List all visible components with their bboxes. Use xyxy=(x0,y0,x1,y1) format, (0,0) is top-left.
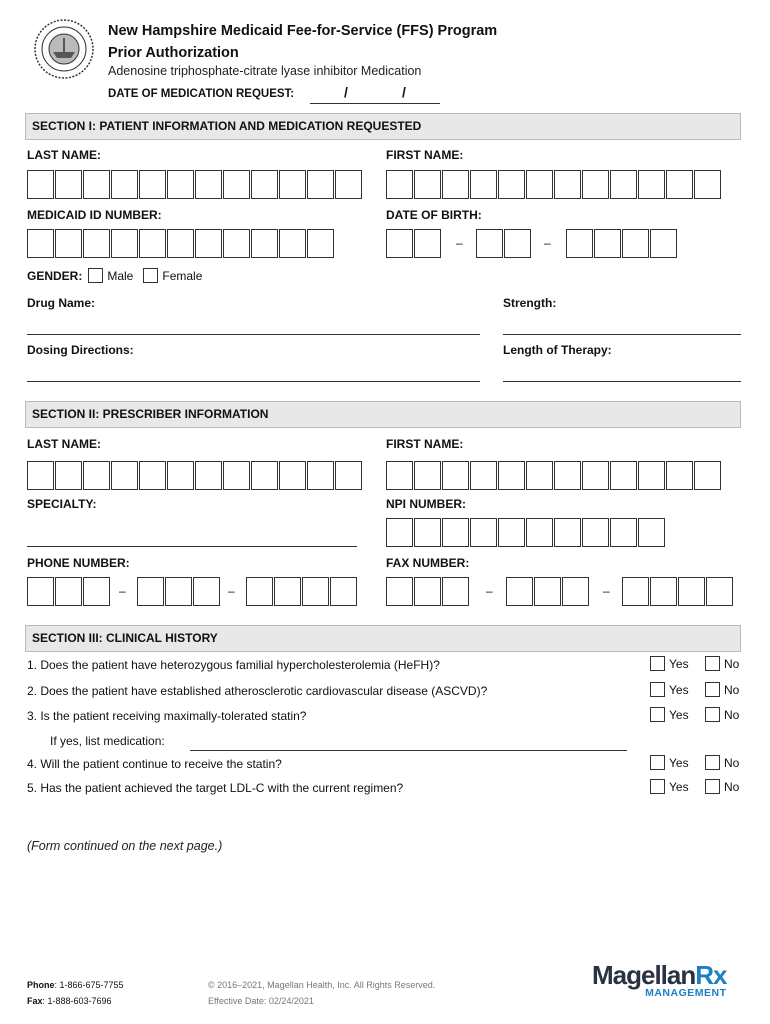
prescriber-last-name-boxes[interactable] xyxy=(27,461,363,490)
list-medication-label: If yes, list medication: xyxy=(50,734,165,748)
char-box[interactable] xyxy=(335,461,362,490)
state-seal-logo xyxy=(33,18,95,80)
char-box[interactable] xyxy=(610,518,637,547)
yes-label: Yes xyxy=(669,682,689,697)
char-box[interactable] xyxy=(55,577,82,606)
no-label: No xyxy=(724,755,740,770)
yes-checkbox[interactable] xyxy=(650,707,665,722)
char-box[interactable] xyxy=(167,229,194,258)
char-box[interactable] xyxy=(251,461,278,490)
dob-dash: – xyxy=(456,236,463,250)
patient-first-name-boxes[interactable] xyxy=(386,170,722,199)
yes-label: Yes xyxy=(669,779,689,794)
dosing-directions-line[interactable] xyxy=(27,381,480,382)
char-box[interactable] xyxy=(83,229,110,258)
char-box[interactable] xyxy=(139,170,166,199)
char-box[interactable] xyxy=(470,461,497,490)
char-box[interactable] xyxy=(470,518,497,547)
yes-label: Yes xyxy=(669,656,689,671)
length-of-therapy-line[interactable] xyxy=(503,381,741,382)
char-box[interactable] xyxy=(706,577,733,606)
dosing-directions-label: Dosing Directions: xyxy=(27,343,134,357)
char-box[interactable] xyxy=(442,461,469,490)
char-box[interactable] xyxy=(246,577,273,606)
dob-day-boxes[interactable] xyxy=(476,229,532,258)
char-box[interactable] xyxy=(167,461,194,490)
char-box[interactable] xyxy=(111,229,138,258)
dob-year-boxes[interactable] xyxy=(566,229,678,258)
char-box[interactable] xyxy=(566,229,593,258)
char-box[interactable] xyxy=(442,577,469,606)
char-box[interactable] xyxy=(526,461,553,490)
copyright-text: © 2016–2021, Magellan Health, Inc. All Rights Reserved. xyxy=(208,980,436,990)
gender-label: GENDER: xyxy=(27,268,83,283)
fax-area-boxes[interactable] xyxy=(386,577,470,606)
char-box[interactable] xyxy=(414,170,441,199)
char-box[interactable] xyxy=(83,577,110,606)
char-box[interactable] xyxy=(526,170,553,199)
q4-no-option[interactable] xyxy=(705,755,739,770)
phone-footer-label: Phone xyxy=(27,980,55,990)
q5-no-option[interactable] xyxy=(705,779,739,794)
char-box[interactable] xyxy=(414,461,441,490)
char-box[interactable] xyxy=(386,518,413,547)
char-box[interactable] xyxy=(335,170,362,199)
char-box[interactable] xyxy=(27,577,54,606)
q3-no-option[interactable] xyxy=(705,707,739,722)
no-checkbox[interactable] xyxy=(705,707,720,722)
char-box[interactable] xyxy=(195,229,222,258)
footer-contact xyxy=(27,977,124,1009)
q1-no-option[interactable] xyxy=(705,656,739,671)
section-2-header: SECTION II: PRESCRIBER INFORMATION xyxy=(25,401,741,428)
char-box[interactable] xyxy=(554,518,581,547)
male-checkbox[interactable] xyxy=(88,268,103,283)
patient-last-name-label: LAST NAME: xyxy=(27,148,101,162)
char-box[interactable] xyxy=(27,170,54,199)
medicaid-id-boxes[interactable] xyxy=(27,229,335,258)
char-box[interactable] xyxy=(251,229,278,258)
patient-first-name-label: FIRST NAME: xyxy=(386,148,464,162)
char-box[interactable] xyxy=(594,229,621,258)
char-box[interactable] xyxy=(83,170,110,199)
char-box[interactable] xyxy=(195,170,222,199)
yes-label: Yes xyxy=(669,755,689,770)
drug-name-line[interactable] xyxy=(27,334,480,335)
fax-dash: – xyxy=(603,584,610,598)
patient-last-name-boxes[interactable] xyxy=(27,170,363,199)
strength-label: Strength: xyxy=(503,296,557,310)
char-box[interactable] xyxy=(307,229,334,258)
no-checkbox[interactable] xyxy=(705,682,720,697)
phone-dash: – xyxy=(119,584,126,598)
char-box[interactable] xyxy=(414,518,441,547)
char-box[interactable] xyxy=(193,577,220,606)
char-box[interactable] xyxy=(83,461,110,490)
char-box[interactable] xyxy=(650,229,677,258)
specialty-line[interactable] xyxy=(27,546,357,547)
char-box[interactable] xyxy=(414,229,441,258)
question-2: 2. Does the patient have established atherosclerotic cardiovascular disease (ASCVD)? xyxy=(27,684,488,698)
npi-label: NPI NUMBER: xyxy=(386,497,466,511)
strength-line[interactable] xyxy=(503,334,741,335)
q1-yes-option[interactable] xyxy=(650,656,689,671)
form-subtitle: Adenosine triphosphate-citrate lyase inhibitor Medication xyxy=(108,64,422,78)
char-box[interactable] xyxy=(27,229,54,258)
yes-checkbox[interactable] xyxy=(650,656,665,671)
yes-label: Yes xyxy=(669,707,689,722)
q5-yes-option[interactable] xyxy=(650,779,689,794)
length-of-therapy-label: Length of Therapy: xyxy=(503,343,612,357)
char-box[interactable] xyxy=(223,170,250,199)
phone-footer-value: : 1-866-675-7755 xyxy=(54,980,124,990)
q3-yes-option[interactable] xyxy=(650,707,689,722)
no-label: No xyxy=(724,682,740,697)
char-box[interactable] xyxy=(279,229,306,258)
char-box[interactable] xyxy=(582,518,609,547)
char-box[interactable] xyxy=(562,577,589,606)
no-checkbox[interactable] xyxy=(705,779,720,794)
char-box[interactable] xyxy=(582,170,609,199)
char-box[interactable] xyxy=(386,461,413,490)
prescriber-first-name-boxes[interactable] xyxy=(386,461,722,490)
question-5: 5. Has the patient achieved the target LDL-C with the current regimen? xyxy=(27,781,404,795)
phone-area-boxes[interactable] xyxy=(27,577,111,606)
char-box[interactable] xyxy=(638,518,665,547)
female-checkbox[interactable] xyxy=(143,268,158,283)
char-box[interactable] xyxy=(498,518,525,547)
drug-name-label: Drug Name: xyxy=(27,296,96,310)
char-box[interactable] xyxy=(251,170,278,199)
dob-month-boxes[interactable] xyxy=(386,229,442,258)
char-box[interactable] xyxy=(678,577,705,606)
char-box[interactable] xyxy=(307,170,334,199)
question-3: 3. Is the patient receiving maximally-tolerated statin? xyxy=(27,709,307,723)
magellan-rx-logo xyxy=(592,960,727,999)
char-box[interactable] xyxy=(622,229,649,258)
effective-date: Effective Date: 02/24/2021 xyxy=(208,996,314,1006)
char-box[interactable] xyxy=(694,170,721,199)
fax-footer-label: Fax xyxy=(27,996,43,1006)
char-box[interactable] xyxy=(330,577,357,606)
char-box[interactable] xyxy=(554,461,581,490)
date-request-line[interactable] xyxy=(310,103,440,104)
char-box[interactable] xyxy=(55,229,82,258)
dob-label: DATE OF BIRTH: xyxy=(386,208,482,222)
prescriber-first-name-label: FIRST NAME: xyxy=(386,437,464,451)
male-label: Male xyxy=(107,268,134,283)
title-line-1: New Hampshire Medicaid Fee-for-Service (FFS) Program xyxy=(108,23,498,39)
char-box[interactable] xyxy=(498,170,525,199)
char-box[interactable] xyxy=(223,229,250,258)
date-separator: / xyxy=(402,84,406,100)
char-box[interactable] xyxy=(582,461,609,490)
char-box[interactable] xyxy=(302,577,329,606)
yes-checkbox[interactable] xyxy=(650,755,665,770)
fax-dash: – xyxy=(486,584,493,598)
char-box[interactable] xyxy=(442,170,469,199)
q2-no-option[interactable] xyxy=(705,682,739,697)
section-1-header: SECTION I: PATIENT INFORMATION AND MEDICATION REQUESTED xyxy=(25,113,741,140)
char-box[interactable] xyxy=(470,170,497,199)
char-box[interactable] xyxy=(279,461,306,490)
no-label: No xyxy=(724,656,740,671)
char-box[interactable] xyxy=(223,461,250,490)
logo-text-b: Rx xyxy=(695,960,727,990)
char-box[interactable] xyxy=(167,170,194,199)
char-box[interactable] xyxy=(476,229,503,258)
fax-footer-value: : 1-888-603-7696 xyxy=(42,996,112,1006)
char-box[interactable] xyxy=(386,170,413,199)
char-box[interactable] xyxy=(694,461,721,490)
char-box[interactable] xyxy=(650,577,677,606)
char-box[interactable] xyxy=(610,170,637,199)
gender-row xyxy=(27,268,202,283)
char-box[interactable] xyxy=(498,461,525,490)
char-box[interactable] xyxy=(666,461,693,490)
date-request-label: DATE OF MEDICATION REQUEST: xyxy=(108,88,295,100)
char-box[interactable] xyxy=(139,461,166,490)
char-box[interactable] xyxy=(55,461,82,490)
phone-label: PHONE NUMBER: xyxy=(27,556,130,570)
title-line-2: Prior Authorization xyxy=(108,45,239,61)
no-checkbox[interactable] xyxy=(705,755,720,770)
char-box[interactable] xyxy=(386,229,413,258)
no-checkbox[interactable] xyxy=(705,656,720,671)
question-4: 4. Will the patient continue to receive the statin? xyxy=(27,757,282,771)
no-label: No xyxy=(724,779,740,794)
medicaid-id-label: MEDICAID ID NUMBER: xyxy=(27,208,162,222)
char-box[interactable] xyxy=(111,170,138,199)
char-box[interactable] xyxy=(195,461,222,490)
char-box[interactable] xyxy=(504,229,531,258)
char-box[interactable] xyxy=(55,170,82,199)
footer-copyright xyxy=(208,977,435,1009)
q4-yes-option[interactable] xyxy=(650,755,689,770)
logo-text-a: Magellan xyxy=(592,960,696,990)
char-box[interactable] xyxy=(506,577,533,606)
yes-checkbox[interactable] xyxy=(650,779,665,794)
char-box[interactable] xyxy=(386,577,413,606)
char-box[interactable] xyxy=(666,170,693,199)
fax-prefix-boxes[interactable] xyxy=(506,577,590,606)
section-3-header: SECTION III: CLINICAL HISTORY xyxy=(25,625,741,652)
char-box[interactable] xyxy=(139,229,166,258)
npi-boxes[interactable] xyxy=(386,518,666,547)
dob-dash: – xyxy=(544,236,551,250)
date-separator: / xyxy=(344,84,348,100)
char-box[interactable] xyxy=(526,518,553,547)
char-box[interactable] xyxy=(414,577,441,606)
char-box[interactable] xyxy=(442,518,469,547)
char-box[interactable] xyxy=(534,577,561,606)
list-medication-line[interactable] xyxy=(190,750,627,751)
form-title xyxy=(108,20,497,64)
yes-checkbox[interactable] xyxy=(650,682,665,697)
prescriber-last-name-label: LAST NAME: xyxy=(27,437,101,451)
char-box[interactable] xyxy=(638,461,665,490)
phone-line-boxes[interactable] xyxy=(246,577,358,606)
no-label: No xyxy=(724,707,740,722)
char-box[interactable] xyxy=(274,577,301,606)
char-box[interactable] xyxy=(307,461,334,490)
continued-note: (Form continued on the next page.) xyxy=(27,839,223,853)
specialty-label: SPECIALTY: xyxy=(27,497,97,511)
char-box[interactable] xyxy=(622,577,649,606)
phone-prefix-boxes[interactable] xyxy=(137,577,221,606)
char-box[interactable] xyxy=(165,577,192,606)
question-1: 1. Does the patient have heterozygous familial hypercholesterolemia (HeFH)? xyxy=(27,658,440,672)
char-box[interactable] xyxy=(610,461,637,490)
q2-yes-option[interactable] xyxy=(650,682,689,697)
char-box[interactable] xyxy=(554,170,581,199)
female-label: Female xyxy=(162,268,203,283)
char-box[interactable] xyxy=(279,170,306,199)
logo-text-c: MANAGEMENT xyxy=(645,987,727,999)
phone-dash: – xyxy=(228,584,235,598)
char-box[interactable] xyxy=(638,170,665,199)
char-box[interactable] xyxy=(111,461,138,490)
fax-label: FAX NUMBER: xyxy=(386,556,470,570)
fax-line-boxes[interactable] xyxy=(622,577,734,606)
char-box[interactable] xyxy=(137,577,164,606)
char-box[interactable] xyxy=(27,461,54,490)
